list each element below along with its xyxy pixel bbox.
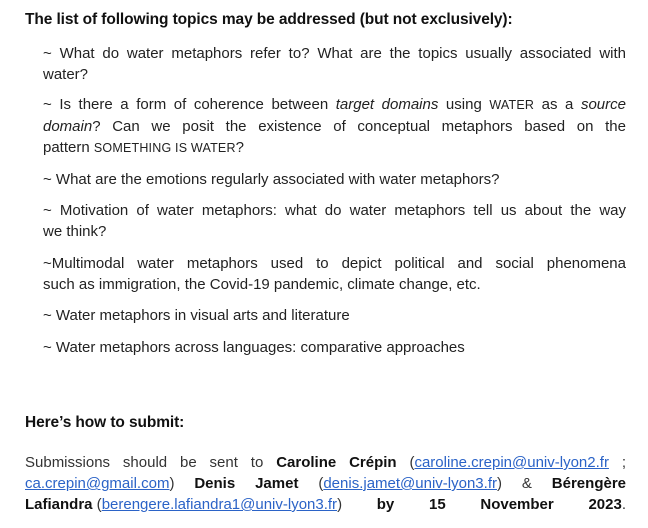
term-target-domains: target domains xyxy=(335,96,439,113)
email-link-crepin-lyon2[interactable]: caroline.crepin@univ-lyon2.fr xyxy=(414,454,609,471)
topic-2-line-3: pattern SOMETHING IS WATER? xyxy=(43,139,245,156)
submission-paragraph xyxy=(25,452,626,515)
topic-2-line-1: ~ Is there a form of coherence between target domains using WATER as a source xyxy=(43,96,626,113)
deadline-day: 15 xyxy=(428,496,446,513)
topic-5-line-2: such as immigration, the Covid-19 pandemic, climate change, etc. xyxy=(43,276,481,293)
contact-name-lafiandra-first: Bérengère xyxy=(551,475,626,492)
submission-line-1: Submissions should be sent to Caroline Crépin (caroline.crepin@univ-lyon2.fr ; xyxy=(25,454,627,471)
deadline-month: November xyxy=(480,496,554,513)
topic-item-5 xyxy=(43,253,626,295)
contact-name-crepin: Caroline Crépin xyxy=(276,454,397,471)
submit-heading: Here’s how to submit: xyxy=(25,414,185,431)
deadline-by: by xyxy=(376,496,395,513)
contact-name-jamet: Denis Jamet xyxy=(194,475,299,492)
topic-item-4 xyxy=(43,200,626,242)
topic-4-line-1: ~ Motivation of water metaphors: what do water metaphors tell us about the way xyxy=(43,202,626,219)
submission-line-2: ca.crepin@gmail.com) Denis Jamet (denis.jamet@univ-lyon3.fr) & Bérengère xyxy=(25,475,626,492)
topic-item-6: ~ Water metaphors in visual arts and literature xyxy=(43,307,350,324)
term-domain: domain xyxy=(43,118,93,135)
topic-item-7: ~ Water metaphors across languages: comparative approaches xyxy=(43,339,465,356)
topic-4-line-2: we think? xyxy=(43,223,107,240)
topic-item-2 xyxy=(43,94,626,159)
term-something-is-water: SOMETHING IS WATER xyxy=(93,141,236,155)
term-water: WATER xyxy=(489,98,535,112)
topic-5-line-1: ~Multimodal water metaphors used to depict political and social phenomena xyxy=(43,255,626,272)
topic-2-line-2: domain? Can we posit the existence of conceptual metaphors based on the xyxy=(43,118,626,135)
topic-1-line-1: ~ What do water metaphors refer to? What are the topics usually associated with xyxy=(43,45,626,62)
topic-item-3: ~ What are the emotions regularly associated with water metaphors? xyxy=(43,171,500,188)
contact-name-lafiandra-last: Lafiandra xyxy=(25,496,93,513)
topic-item-1 xyxy=(43,43,626,85)
email-link-lafiandra[interactable]: berengere.lafiandra1@univ-lyon3.fr xyxy=(101,496,338,513)
submission-line-3: Lafiandra (berengere.lafiandra1@univ-lyon3.fr) by 15 November 2023. xyxy=(25,496,626,513)
deadline-year: 2023 xyxy=(588,496,622,513)
email-link-crepin-gmail[interactable]: ca.crepin@gmail.com xyxy=(25,475,170,492)
topic-1-line-2: water? xyxy=(43,66,89,83)
email-link-jamet[interactable]: denis.jamet@univ-lyon3.fr xyxy=(323,475,497,492)
term-source: source xyxy=(580,96,626,113)
topics-heading: The list of following topics may be addressed (but not exclusively): xyxy=(25,11,513,28)
